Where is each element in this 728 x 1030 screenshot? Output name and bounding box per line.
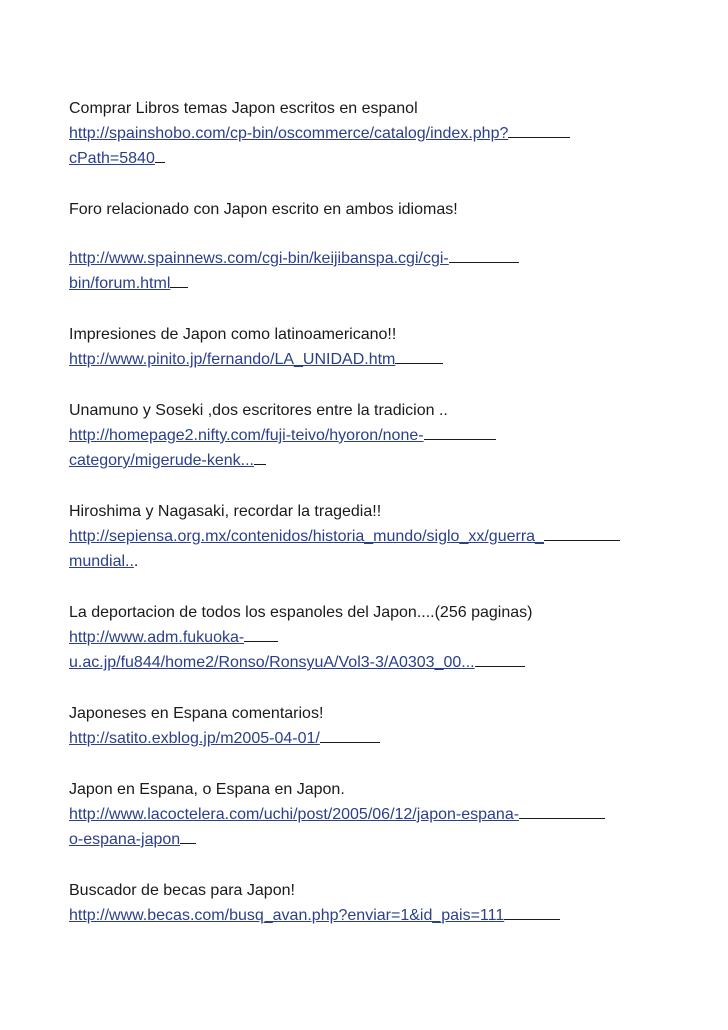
underline-filler: [244, 627, 278, 642]
entry-url-link[interactable]: http://sepiensa.org.mx/contenidos/historia_mundo/siglo_xx/guerra_: [69, 528, 544, 545]
underline-filler: [449, 248, 519, 263]
underline-filler: [424, 425, 496, 440]
underline-filler: [170, 273, 188, 288]
entry-url-link[interactable]: u.ac.jp/fu844/home2/Ronso/RonsyuA/Vol3-3/A0303_00...: [69, 654, 475, 671]
entry-url-link[interactable]: http://satito.exblog.jp/m2005-04-01/: [69, 730, 320, 747]
entry-url-link[interactable]: cPath=5840: [69, 150, 155, 167]
entry-url-link[interactable]: http://www.adm.fukuoka-: [69, 629, 245, 646]
entry-title: Unamuno y Soseki ,dos escritores entre la tradicion ..: [69, 402, 448, 419]
underline-filler: [519, 804, 605, 819]
entry-url-link[interactable]: category/migerude-kenk...: [69, 452, 254, 469]
link-entry: [69, 96, 689, 171]
link-entry: [69, 600, 689, 675]
underline-filler: [180, 829, 196, 844]
entry-url-link[interactable]: http://spainshobo.com/cp-bin/oscommerce/catalog/index.php?: [69, 125, 509, 142]
document-page: [69, 96, 689, 954]
link-entry: [69, 878, 689, 928]
entry-title: Buscador de becas para Japon!: [69, 882, 295, 899]
entry-url-link[interactable]: o-espana-japon: [69, 831, 181, 848]
entry-url-link[interactable]: bin/forum.html: [69, 275, 171, 292]
entry-title: Japoneses en Espana comentarios!: [69, 705, 324, 722]
entry-title: Japon en Espana, o Espana en Japon.: [69, 781, 345, 798]
entry-url-link[interactable]: mundial..: [69, 553, 134, 570]
link-entry: [69, 398, 689, 473]
underline-filler: [320, 728, 380, 743]
entry-title: La deportacion de todos los espanoles del Japon....(256 paginas): [69, 604, 533, 621]
entry-url-link[interactable]: http://homepage2.nifty.com/fuji-teivo/hyoron/none-: [69, 427, 424, 444]
link-entry: [69, 197, 689, 296]
entry-url-link[interactable]: http://www.lacoctelera.com/uchi/post/2005/06/12/japon-espana-: [69, 806, 520, 823]
link-entry: [69, 322, 689, 372]
underline-filler: [254, 450, 266, 465]
underline-filler: [544, 526, 620, 541]
link-entry: [69, 701, 689, 751]
link-entry: [69, 499, 689, 574]
entry-title: Comprar Libros temas Japon escritos en espanol: [69, 100, 418, 117]
entry-url-link[interactable]: http://www.becas.com/busq_avan.php?enviar=1&id_pais=111: [69, 907, 505, 924]
entry-url-link[interactable]: http://www.pinito.jp/fernando/LA_UNIDAD.htm: [69, 351, 396, 368]
underline-filler: [155, 148, 165, 163]
entry-url-link[interactable]: http://www.spainnews.com/cgi-bin/keijibanspa.cgi/cgi-: [69, 250, 449, 267]
underline-filler: [395, 349, 443, 364]
entry-title: Hiroshima y Nagasaki, recordar la tragedia!!: [69, 503, 382, 520]
entry-title: Impresiones de Japon como latinoamericano!!: [69, 326, 397, 343]
underline-filler: [504, 905, 560, 920]
link-entry: [69, 777, 689, 852]
trailing-punctuation: .: [133, 553, 139, 570]
underline-filler: [508, 123, 570, 138]
entry-title: Foro relacionado con Japon escrito en ambos idiomas!: [69, 201, 458, 218]
underline-filler: [475, 652, 525, 667]
